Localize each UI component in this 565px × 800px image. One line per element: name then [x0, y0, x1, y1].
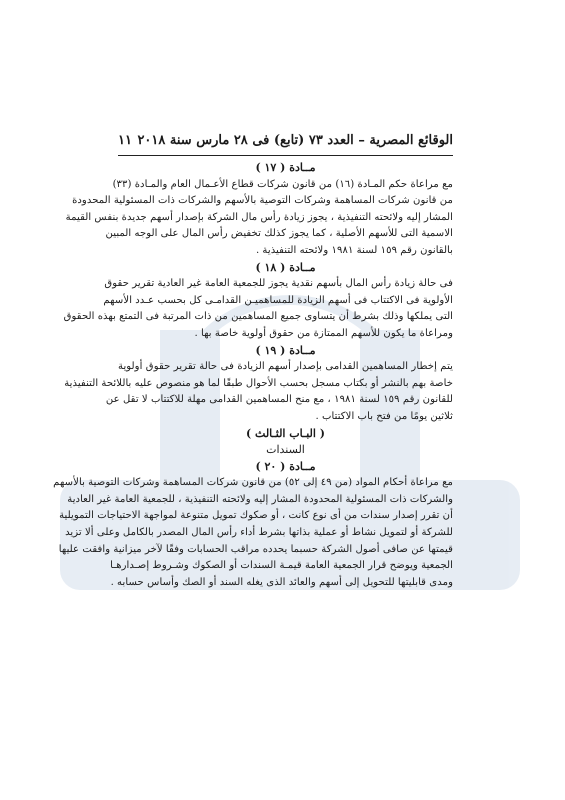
paragraph-line: ثلاثين يومًا من فتح باب الاكتتاب .: [315, 410, 453, 422]
paragraph-line: التى يملكها وذلك بشرط أن يتساوى جميع المساهمين من ذات المرتبة فى التمتع بهذه الحقوق: [63, 311, 453, 323]
paragraph-line: بالقانون رقم ١٥٩ لسنة ١٩٨١ ولائحته التنفيذية .: [255, 244, 453, 256]
paragraph-line: والشركات ذات المسئولية المحدودة المشار إليه ولائحته التنفيذية ، للجمعية العامة غير العادية: [67, 493, 453, 505]
header-title: الوقائع المصرية – العدد ٧٣ (تابع) فى ٢٨ مارس سنة ٢٠١٨: [137, 132, 453, 148]
article-paragraph: [64, 359, 453, 425]
paragraph-line: مع مراعاة حكم المـادة (١٦) من قانون شركات قطاع الأعـمال العام والمـادة (٣٣): [112, 178, 453, 190]
paragraph-line: المشار إليه ولائحته التنفيذية ، يجوز زيادة رأس مال الشركة بإصدار أسهم جديدة بنفس القيمة: [65, 211, 453, 223]
paragraph-line: يتم إخطار المساهمين القدامى بإصدار أسهم الزيادة فى حالة تقرير حقوق أولوية: [118, 361, 453, 373]
page-number: ١١: [118, 132, 132, 148]
paragraph-line: الاسمية التى للأسهم الأصلية ، كما يجوز كذلك تخفيض رأس المال على الوجه المبين: [105, 228, 453, 240]
article-heading: مــادة ( ١٧ ): [255, 161, 316, 174]
paragraph-line: قيمتها عن صافى أصول الشركة حسبما يحدده مراقب الحسابات وفقًا لآخر ميزانية وافقت عليها: [58, 543, 453, 555]
article-paragraph: [65, 177, 453, 260]
paragraph-line: ومراعاة ما يكون للأسهم الممتازة من حقوق أولوية خاصة بها .: [194, 327, 453, 339]
document-body: [53, 160, 453, 591]
article-paragraph: [63, 276, 453, 342]
paragraph-line: ومدى قابليتها للتحويل إلى أسهم والعائد الذى يغله السند أو الصك وأساس حسابه .: [110, 576, 453, 588]
header-divider: [118, 155, 453, 156]
paragraph-line: أن تقرر إصدار سندات من أى نوع كانت ، أو صكوك تمويل متنوعة لمواجهة الاحتياجات التمويلية: [59, 510, 453, 522]
paragraph-line: للقانون رقم ١٥٩ لسنة ١٩٨١ ، مع منح المساهمين القدامى مهلة للاكتتاب لا تقل عن: [105, 394, 453, 406]
page-header: [118, 128, 453, 152]
paragraph-line: الجمعية ويوضح قرار الجمعية العامة قيمـة السندات أو الصكوك وشـروط إصـدارهـا: [110, 560, 453, 572]
chapter-subtitle: السندات: [266, 443, 305, 457]
paragraph-line: خاصة بهم بالنشر أو بكتاب مسجل بحسب الأحوال طبقًا لما هو منصوص عليه باللائحة التنفيذية: [64, 377, 453, 389]
article-paragraph: [53, 475, 453, 591]
article-heading: مــادة ( ١٨ ): [255, 260, 316, 274]
article-heading: مــادة ( ٢٠ ): [255, 459, 316, 473]
paragraph-line: من قانون شركات المساهمة وشركات التوصية بالأسهم والشركات ذات المسئولية المحدودة: [72, 195, 453, 207]
paragraph-line: مع مراعاة أحكام المواد (من ٤٩ إلى ٥٢) من قانون شركات المساهمة وشركات التوصية بالأسهم: [53, 477, 453, 489]
chapter-title: ( البـاب الثـالث ): [245, 426, 325, 440]
paragraph-line: الأولوية فى الاكتتاب فى أسهم الزيادة للمساهميـن القدامـى كل بحسب عـدد الأسهم: [103, 294, 453, 306]
paragraph-line: فى حالة زيادة رأس المال بأسهم نقدية يجوز للجمعية العامة غير العادية تقرير حقوق: [104, 278, 453, 290]
article-heading: مــادة ( ١٩ ): [255, 343, 316, 357]
paragraph-line: للشركة أو لتمويل نشاط أو عملية بذاتها بشرط أداء رأس المال المصدر بالكامل وعلى ألا تزيد: [65, 527, 453, 539]
